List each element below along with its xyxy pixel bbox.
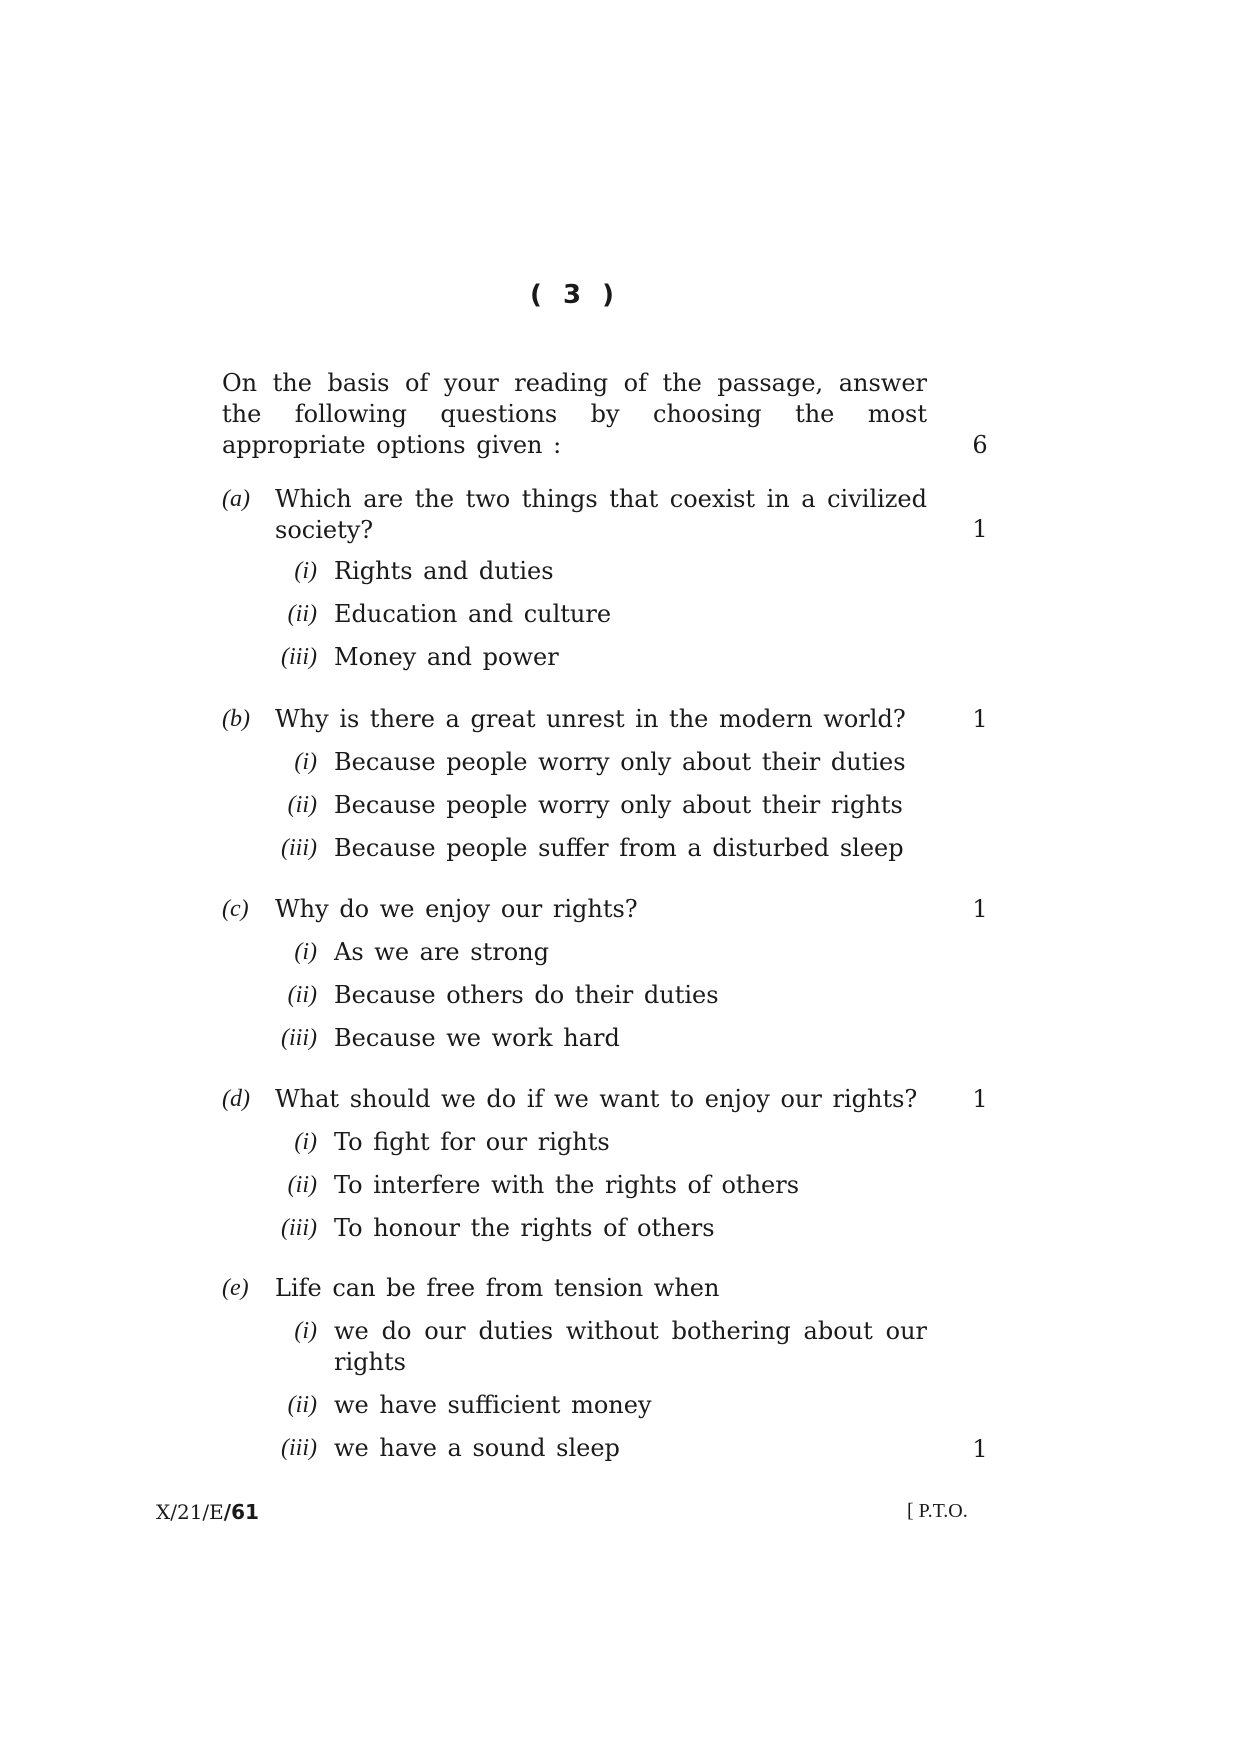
option-item [222,790,927,821]
paper-code-number: /61 [223,1500,259,1524]
option-label: (ii) [287,792,317,818]
paper-code-prefix: X/21/E [156,1500,224,1524]
question-b-marks: 1 [972,705,988,733]
question-a [222,484,927,673]
option-item [222,980,927,1011]
option-item [222,747,927,778]
intro-instructions: On the basis of your reading of the passage, answer the following questions by choosing the most appropriate options given : [222,369,927,459]
intro-marks: 6 [972,431,988,459]
option-item [222,1433,927,1464]
option-text: Because others do their duties [334,981,719,1009]
option-item [222,1213,927,1244]
question-b [222,704,927,864]
option-text: we do our duties without bothering about our rights [334,1317,927,1376]
option-text: As we are strong [334,938,549,966]
option-item [222,1170,927,1201]
option-text: we have a sound sleep [334,1434,620,1462]
question-text: What should we do if we want to enjoy our rights? [275,1085,918,1113]
option-label: (iii) [281,644,317,670]
option-text: Because people worry only about their duties [334,748,906,776]
option-item [222,1390,927,1421]
question-text: Which are the two things that coexist in a civilized society? [275,485,927,544]
question-e [222,1273,927,1464]
page-number: ( 3 ) [530,280,620,310]
question-d [222,1084,927,1244]
question-d-marks: 1 [972,1085,988,1113]
option-item [222,1023,927,1054]
option-label: (iii) [281,835,317,861]
option-text: Education and culture [334,600,612,628]
option-label: (i) [294,1318,317,1344]
option-label: (iii) [281,1025,317,1051]
option-text: Rights and duties [334,557,554,585]
option-text: Because we work hard [334,1024,620,1052]
option-label: (i) [294,1129,317,1155]
option-text: Because people worry only about their rights [334,791,903,819]
option-item [222,642,927,673]
option-label: (ii) [287,982,317,1008]
question-c [222,894,927,1054]
question-a-marks: 1 [972,515,988,543]
option-item [222,1127,927,1158]
option-item [222,599,927,630]
question-label: (d) [222,1086,250,1112]
question-text: Why is there a great unrest in the modern world? [275,705,906,733]
option-label: (i) [294,558,317,584]
question-text: Life can be free from tension when [275,1274,720,1302]
question-label: (e) [222,1275,249,1301]
option-item [222,1316,927,1378]
question-label: (c) [222,896,249,922]
option-item [222,937,927,968]
option-text: To honour the rights of others [334,1214,715,1242]
pto-note: [ P.T.O. [907,1500,968,1522]
option-label: (ii) [287,1392,317,1418]
option-text: Money and power [334,643,559,671]
option-text: To fight for our rights [334,1128,610,1156]
question-label: (b) [222,706,250,732]
option-label: (i) [294,749,317,775]
option-label: (iii) [281,1215,317,1241]
option-item [222,556,927,587]
question-e-marks: 1 [972,1435,988,1463]
question-text: Why do we enjoy our rights? [275,895,638,923]
question-label: (a) [222,486,250,512]
option-text: we have sufficient money [334,1391,652,1419]
option-item [222,833,927,864]
option-text: Because people suffer from a disturbed sleep [334,834,904,862]
option-label: (ii) [287,1172,317,1198]
option-label: (ii) [287,601,317,627]
question-c-marks: 1 [972,895,988,923]
paper-code [156,1500,259,1524]
option-text: To interfere with the rights of others [334,1171,800,1199]
option-label: (iii) [281,1435,317,1461]
option-label: (i) [294,939,317,965]
